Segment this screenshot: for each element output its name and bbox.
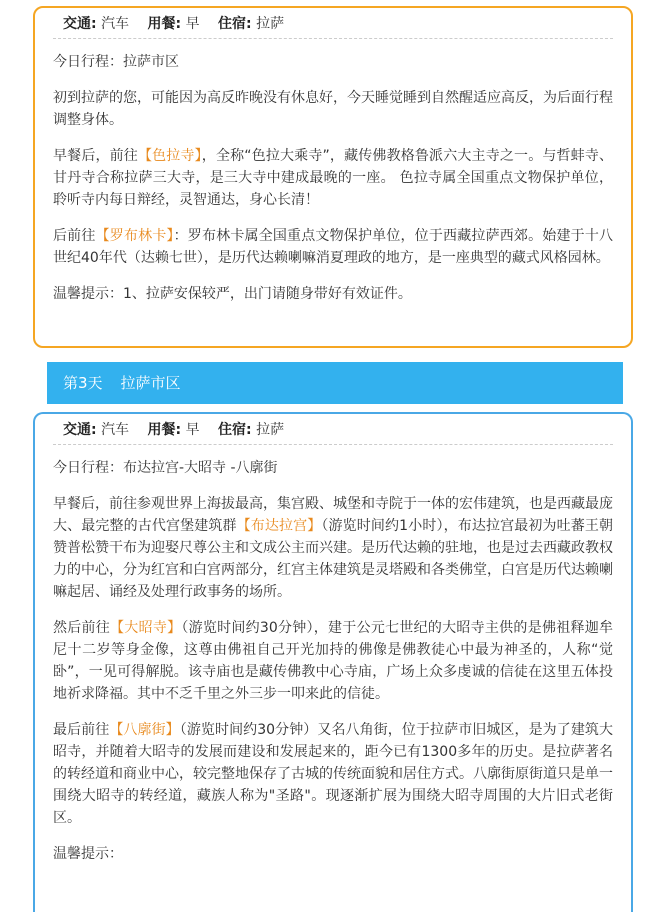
paragraph-text: （游览时间约1小时），布达拉宫最初为吐蕃王朝赞普松赞干布为迎娶尺尊公主和文成公主而兴建。是历代达赖的驻地，也是过去西藏政教权力的中心，分为红宫和白宫两部分，红宫主体建筑是灵塔殿和各类佛堂，白宫是历代达赖喇嘛起居、诵经及处理行政事务的场所。: [53, 518, 614, 600]
itinerary: 今日行程：拉萨市区: [53, 54, 179, 70]
paragraph: [53, 719, 613, 829]
day2-card: [33, 6, 633, 348]
day-meta: [53, 414, 613, 445]
meal-label: 用餐:: [147, 16, 182, 32]
paragraph-text: 早餐后，前往: [53, 148, 138, 164]
stay-value: 拉萨: [256, 422, 285, 438]
stay-label: 住宿:: [218, 16, 252, 32]
paragraph: [53, 617, 613, 705]
attraction-link[interactable]: 【布达拉宫】: [236, 518, 322, 534]
paragraph-text: ：罗布林卡属全国重点文物保护单位，位于西藏拉萨西郊。始建于十八世纪40年代（达赖七世），是历代达赖喇嘛消夏理政的地方，是一座典型的藏式风格园林。: [53, 228, 614, 266]
day-title: 拉萨市区: [120, 374, 181, 392]
meal-value: 早: [185, 422, 200, 438]
stay-value: 拉萨: [256, 16, 285, 32]
paragraph-text: 然后前往: [53, 620, 111, 636]
paragraph-text: 早餐后，前往参观世界上海拔最高，集宫殿、城堡和寺院于一体的宏伟建筑，也是西藏最庞大、最完整的古代宫堡建筑群: [53, 496, 613, 534]
paragraph-text: （游览时间约30分钟）又名八角街，位于拉萨市旧城区，是为了建筑大昭寺，并随着大昭寺的发展而建设和发展起来的，距今已有1300多年的历史。是拉萨著名的转经道和商业中心，较完整地保存了古城的传统面貌和居住方式。八廓街原街道只是单一围绕大昭寺的转经道，藏族人称为"圣路"。现逐渐扩展为围绕大昭寺周围的大片旧式老街区。: [53, 722, 614, 826]
transport-value: 汽车: [101, 16, 130, 32]
paragraph-text: （游览时间约30分钟），建于公元七世纪的大昭寺主供的是佛祖释迦牟尼十二岁等身金像，这尊由佛祖自己开光加持的佛像是佛教徒心中最为神圣的，人称“觉卧”，一见可得解脱。该寺庙也是藏传佛教中心寺庙，广场上众多虔诚的信徒在这里五体投地祈求降福。其中不乏千里之外三步一叩来此的信徒。: [53, 620, 613, 702]
day-banner: [47, 362, 623, 404]
day-number: 第3天: [63, 374, 103, 392]
day-meta: [53, 8, 613, 39]
paragraph: [53, 493, 613, 603]
paragraph-text: 后前往: [53, 228, 96, 244]
paragraph-text: 初到拉萨的您，可能因为高反昨晚没有休息好，今天睡觉睡到自然醒适应高反，为后面行程调整身体。: [53, 90, 613, 128]
paragraph: [53, 87, 613, 131]
attraction-link[interactable]: 【八廓街】: [109, 722, 180, 738]
transport-label: 交通:: [63, 16, 97, 32]
attraction-link[interactable]: 【色拉寺】: [137, 148, 202, 164]
attraction-link[interactable]: 【大昭寺】: [110, 620, 182, 636]
day3-card: [33, 412, 633, 912]
itinerary: 今日行程：布达拉宫-大昭寺 -八廓街: [53, 460, 278, 476]
transport-label: 交通:: [63, 422, 97, 438]
paragraph: [53, 225, 613, 269]
tip: 温馨提示：: [53, 846, 123, 862]
tip: 温馨提示：1、拉萨安保较严，出门请随身带好有效证件。: [53, 286, 412, 302]
attraction-link[interactable]: 【罗布林卡】: [95, 228, 174, 244]
meal-value: 早: [185, 16, 200, 32]
paragraph-text: 最后前往: [53, 722, 110, 738]
transport-value: 汽车: [101, 422, 130, 438]
paragraph-text: ，全称“色拉大乘寺”，藏传佛教格鲁派六大主寺之一。与哲蚌寺、甘丹寺合称拉萨三大寺，是三大寺中建成最晚的一座。 色拉寺属全国重点文物保护单位，聆听寺内每日辩经，灵智通达，身心长清！: [53, 148, 614, 208]
paragraph: [53, 145, 613, 211]
meal-label: 用餐:: [147, 422, 182, 438]
stay-label: 住宿:: [218, 422, 252, 438]
